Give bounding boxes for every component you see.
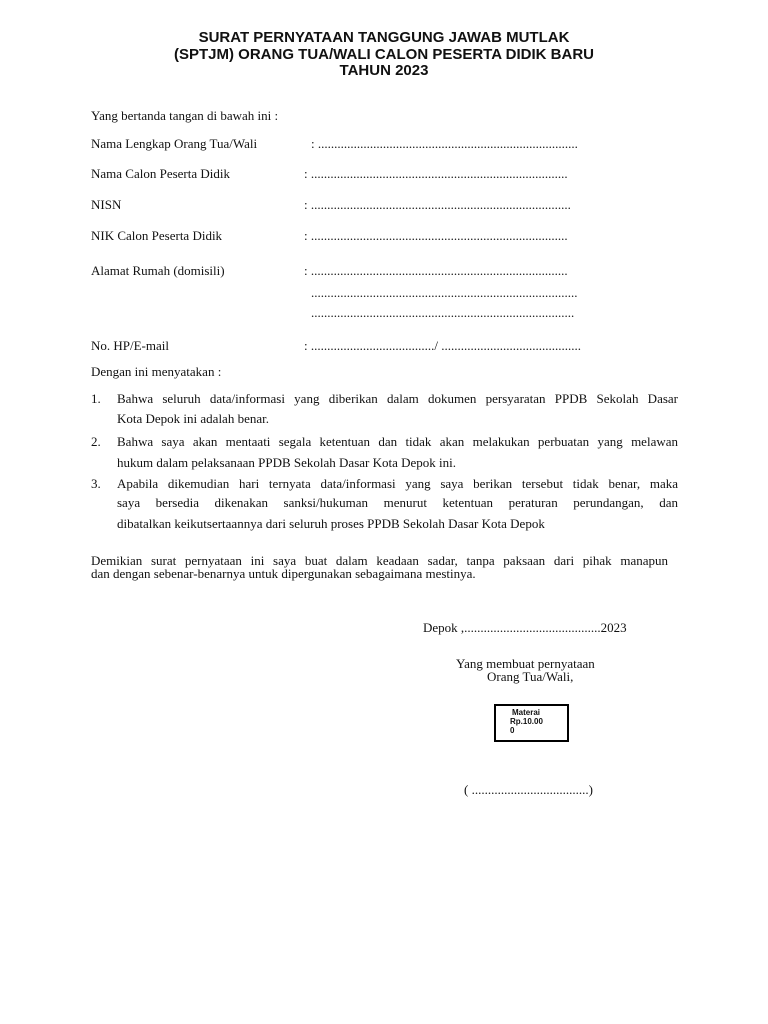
field-label-student-name: Nama Calon Peserta Didik: [91, 166, 230, 181]
stamp-text-line-2: Rp.10.00: [510, 717, 543, 726]
field-value-parent-name: : ................................................................................: [311, 136, 578, 151]
statement-1-line-2: Kota Depok ini adalah benar.: [117, 411, 269, 426]
place-date: Depok ,..........................................2023: [423, 620, 627, 635]
signer-role: Orang Tua/Wali,: [487, 669, 574, 684]
field-label-parent-name: Nama Lengkap Orang Tua/Wali: [91, 136, 258, 151]
statement-1-line-1: Bahwa seluruh data/informasi yang diberikan dalam dokumen persyaratan PPDB Sekolah Dasar: [117, 391, 678, 406]
field-value-student-name: : ...............................................................................: [304, 166, 568, 181]
closing-line-2: dan dengan sebenar-benarnya untuk dipergunakan sebagaimana mestinya.: [91, 566, 476, 581]
declaration-intro: Dengan ini menyatakan :: [91, 364, 222, 379]
signature-name-line: ( ....................................): [464, 782, 593, 797]
statement-3-number: 3.: [91, 476, 101, 491]
stamp-text-line-3: 0: [510, 726, 515, 735]
title-line-3: TAHUN 2023: [339, 62, 429, 79]
address-line-2: ..................................................................................: [311, 285, 578, 300]
field-value-nisn: : ................................................................................: [304, 197, 571, 212]
statement-3-line-1: Apabila dikemudian hari ternyata data/informasi yang saya berikan tersebut tidak benar, maka: [117, 476, 678, 491]
intro-text: Yang bertanda tangan di bawah ini :: [91, 108, 279, 123]
field-label-nik: NIK Calon Peserta Didik: [91, 228, 223, 243]
statement-2-number: 2.: [91, 434, 101, 449]
field-value-address: : ...............................................................................: [304, 263, 568, 278]
field-label-address: Alamat Rumah (domisili): [91, 263, 225, 278]
statement-3-line-2: saya bersedia dikenakan sanksi/hukuman menurut ketentuan peraturan perundangan, dan: [117, 495, 678, 510]
statement-2-line-1: Bahwa saya akan mentaati segala ketentuan dan tidak akan melakukan perbuatan yang melawan: [117, 434, 678, 449]
closing-line-1: Demikian surat pernyataan ini saya buat dalam keadaan sadar, tanpa paksaan dari pihak manapun: [91, 553, 668, 568]
statement-1-number: 1.: [91, 391, 101, 406]
stamp-text-line-1: Materai: [512, 708, 541, 717]
signer-caption: Yang membuat pernyataan: [456, 656, 595, 671]
field-value-nik: : ...............................................................................: [304, 228, 568, 243]
stamp-duty-box: [494, 704, 569, 742]
field-label-contact: No. HP/E-mail: [91, 338, 169, 353]
title-line-1: SURAT PERNYATAAN TANGGUNG JAWAB MUTLAK: [198, 29, 570, 46]
field-label-nisn: NISN: [91, 197, 122, 212]
field-value-contact: : ....................................../ ...........................................: [304, 338, 581, 353]
title-line-2: (SPTJM) ORANG TUA/WALI CALON PESERTA DIDIK BARU: [174, 46, 594, 63]
address-line-3: .................................................................................: [311, 305, 575, 320]
statement-2-line-2: hukum dalam pelaksanaan PPDB Sekolah Dasar Kota Depok ini.: [117, 455, 457, 470]
statement-3-line-3: dibatalkan keikutsertaannya dari seluruh proses PPDB Sekolah Dasar Kota Depok: [117, 516, 545, 531]
